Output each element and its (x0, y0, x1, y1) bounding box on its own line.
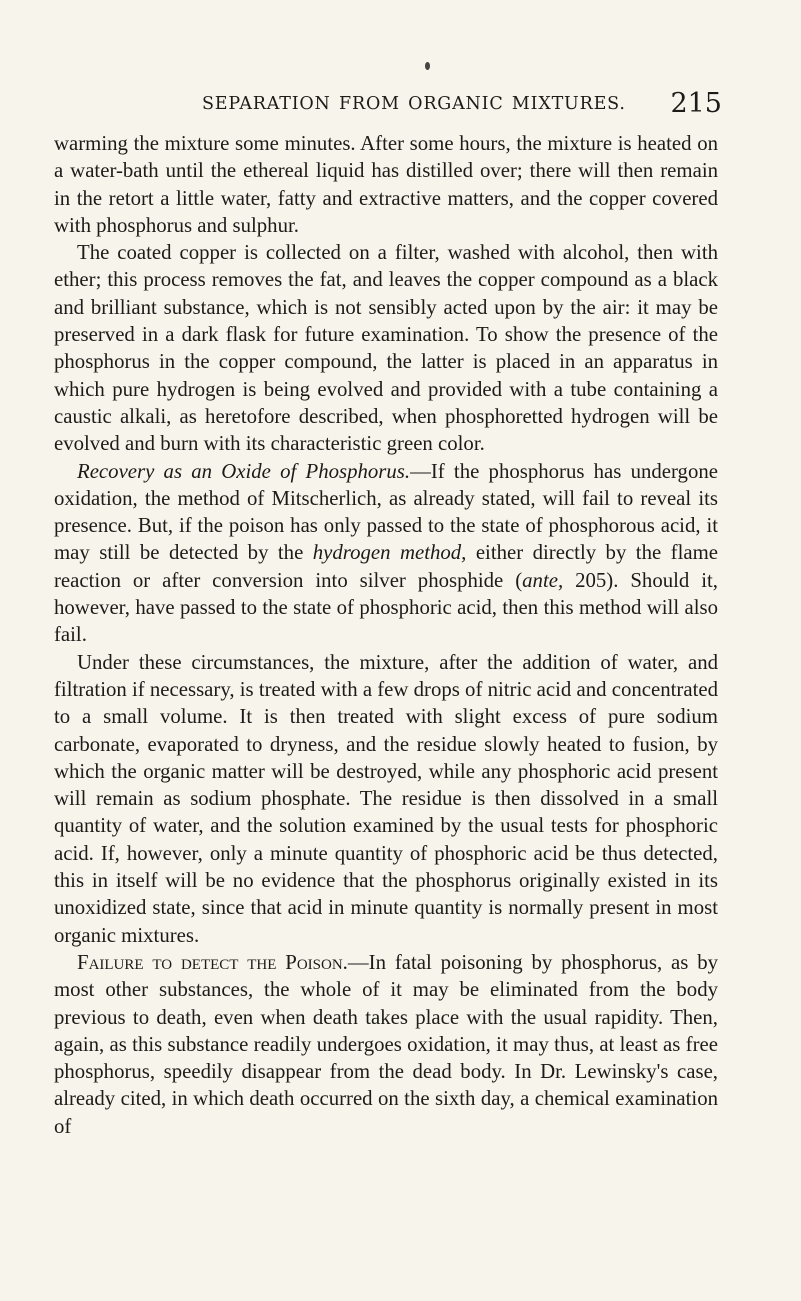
paragraph-3-emphasis-hydrogen: hydrogen method, (312, 541, 467, 565)
section-heading-recovery: Recovery as an Oxide of Phosphorus. (77, 459, 411, 483)
page-number: 215 (670, 88, 722, 119)
paragraph-3 (54, 458, 718, 649)
paragraph-4-text: Under these circumstances, the mixture, after the addition of water, and filtration if necessary, is treated with a few drops of nitric acid and concentrated to a small volume. It is then treated with slight excess of pure sodium carbonate, evaporated to dryness, and the residue slowly heated to fusion, by which the organic matter will be destroyed, while any phosphoric acid present will remain as sodium phosphate. The residue is then dissolved in a small quantity of water, and the solution examined by the usual tests for phosphoric acid. If, however, only a minute quantity of phosphoric acid be thus detected, this in itself will be no evidence that the phosphorus originally existed in its unoxidized state, since that acid in minute quantity is normally present in most organic mixtures. (54, 650, 718, 947)
body-text (54, 130, 718, 1140)
paragraph-3-text-b: either directly by the flame reaction or after conversion into silver phosphide ( (54, 541, 718, 592)
paragraph-3-emphasis-ante: ante, (522, 568, 564, 592)
paragraph-1-text: warming the mixture some minutes. After some hours, the mixture is heated on a water-bath until the ethereal liquid has distilled over; there will then remain in the retort a little water, fatty and extractive matters, and the copper covered with phosphorus and sulphur. (54, 132, 718, 237)
paragraph-2 (54, 239, 718, 457)
ink-dot (425, 62, 430, 70)
paragraph-3-text-c: 205). Should it, however, have passed to the state of phosphoric acid, then this method will also fail. (54, 568, 718, 647)
paragraph-1 (54, 130, 718, 239)
paragraph-2-text: The coated copper is collected on a filter, washed with alcohol, then with ether; this process removes the fat, and leaves the copper compound as a black and brilliant substance, which is not sensibly acted upon by the air: it may be preserved in a dark flask for future examination. To show the presence of the phosphorus in the copper compound, the latter is placed in an apparatus in which pure hydrogen is being evolved and provided with a tube containing a caustic alkali, as heretofore described, when phosphoretted hydrogen will be evolved and burn with its characteristic green color. (54, 241, 718, 456)
section-heading-failure: Failure to detect the Poison. (77, 950, 348, 974)
paragraph-5 (54, 949, 718, 1140)
page-header (202, 88, 722, 122)
paragraph-5-text: —In fatal poisoning by phosphorus, as by most other substances, the whole of it may be eliminated from the body previous to death, even when death takes place with the usual rapidity. Then, again, as this substance readily undergoes oxidation, it may thus, at least as free phosphorus, speedily disappear from the dead body. In Dr. Lewinsky's case, already cited, in which death occurred on the sixth day, a chemical examination of (54, 950, 718, 1138)
running-title: SEPARATION FROM ORGANIC MIXTURES. (202, 94, 626, 114)
paragraph-4 (54, 649, 718, 949)
paragraph-3-text-a: —If the phosphorus has undergone oxidation, the method of Mitscherlich, as already stated, will fail to reveal its presence. But, if the poison has only passed to the state of phosphorous acid, it may still be detected by the (54, 459, 718, 565)
